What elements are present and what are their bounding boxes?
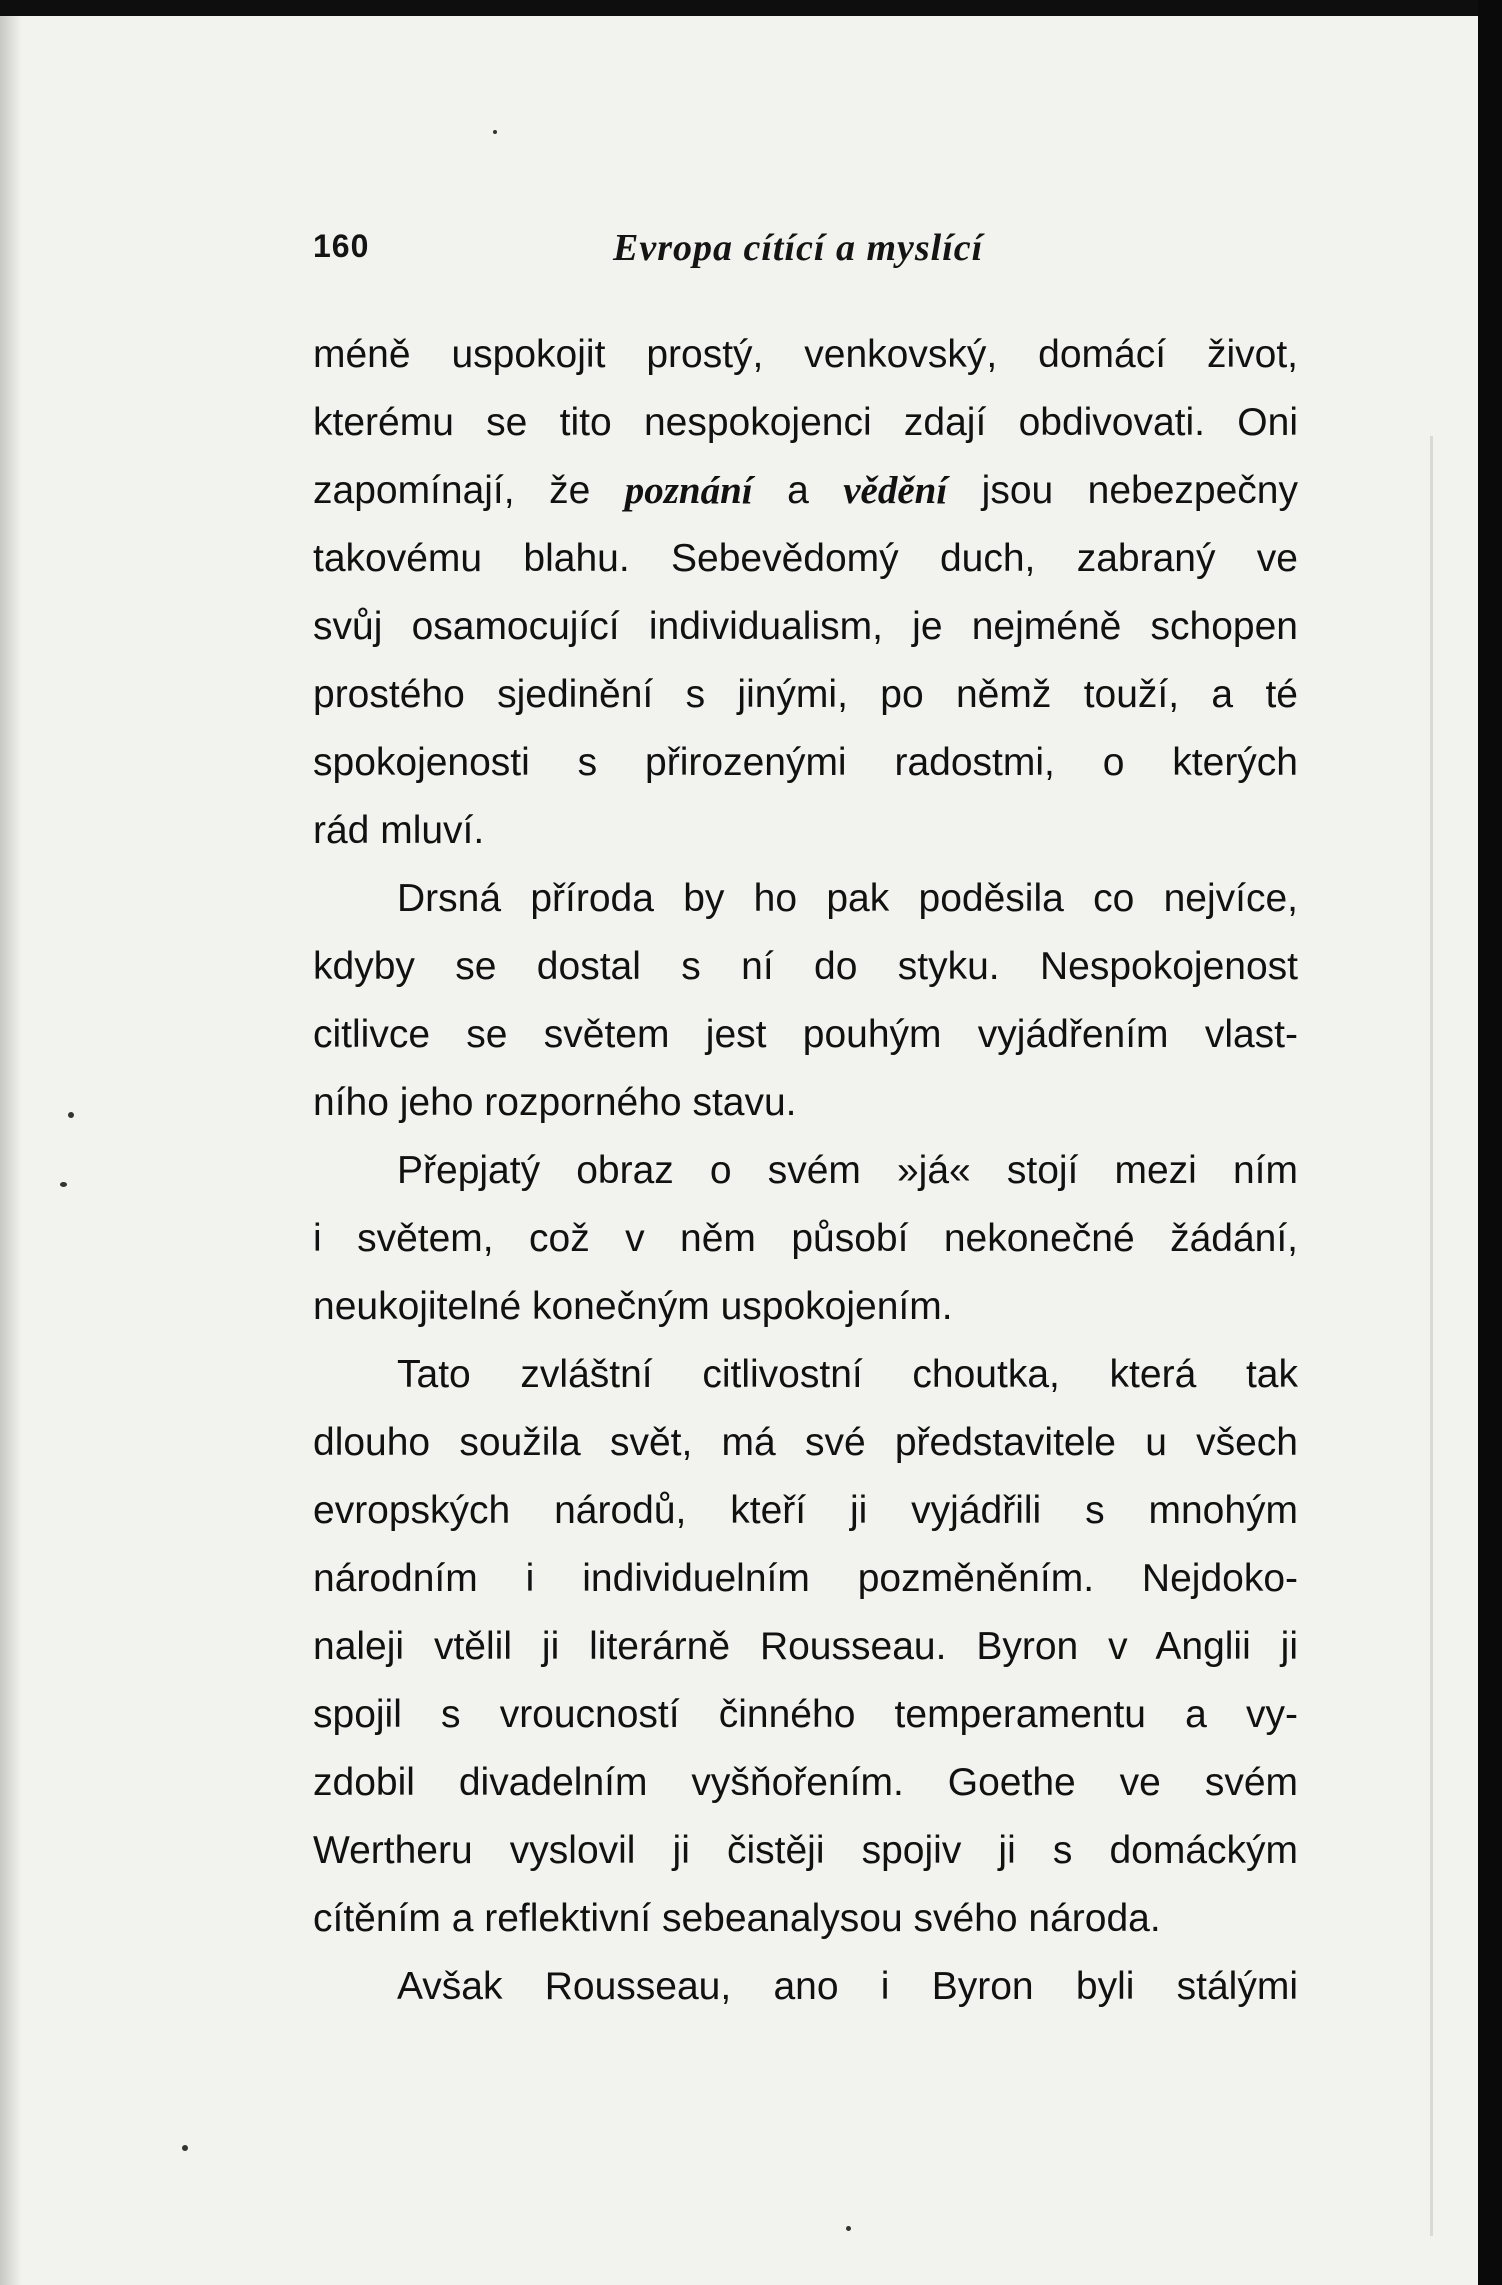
paragraph-start-line: Tato zvláštní citlivostní choutka, která tak <box>397 1353 1298 1396</box>
body-text <box>313 322 1298 2022</box>
paragraph-end-line: neukojitelné konečným uspokojením. <box>313 1285 953 1328</box>
text-line: prostého sjedinění s jinými, po němž touží, a té <box>313 673 1298 716</box>
paragraph-start-line: Avšak Rousseau, ano i Byron byli stálými <box>397 1965 1298 2008</box>
text-line: i světem, což v něm působí nekonečné žádání, <box>313 1217 1298 1260</box>
text-line: naleji vtělil ji literárně Rousseau. Byron v Anglii ji <box>313 1625 1298 1668</box>
scan-border-right <box>1478 0 1502 2285</box>
text-segment: a <box>752 469 844 512</box>
text-line: spokojenosti s přirozenými radostmi, o kterých <box>313 741 1298 784</box>
paragraph-start-line: Přepjatý obraz o svém »já« stojí mezi ním <box>397 1149 1298 1192</box>
text-line: zdobil divadelním vyšňořením. Goethe ve svém <box>313 1761 1298 1804</box>
text-line-emphasis <box>313 458 1298 526</box>
text-line: spojil s vroucností činného temperamentu a vy- <box>313 1693 1298 1736</box>
text-line: takovému blahu. Sebevědomý duch, zabraný ve <box>313 537 1298 580</box>
scan-speck <box>182 2145 188 2151</box>
scan-speck <box>60 1182 67 1187</box>
paragraph-end-line: cítěním a reflektivní sebeanalysou svého národa. <box>313 1897 1161 1940</box>
page-header <box>313 228 1298 288</box>
text-segment: jsou nebezpečny <box>947 469 1298 512</box>
text-line: citlivce se světem jest pouhým vyjádřením vlast- <box>313 1013 1298 1056</box>
text-line: evropských národů, kteří ji vyjádřili s mnohým <box>313 1489 1298 1532</box>
paragraph-start-line: Drsná příroda by ho pak poděsila co nejvíce, <box>397 877 1298 920</box>
text-line: kdyby se dostal s ní do styku. Nespokojenost <box>313 945 1298 988</box>
page-binding-shadow <box>0 16 22 2285</box>
text-line: dlouho soužila svět, má své představitele u všech <box>313 1421 1298 1464</box>
page-number: 160 <box>313 228 370 264</box>
emphasis-vedeni: vědění <box>843 469 948 512</box>
scan-speck <box>493 130 497 134</box>
scan-border-top <box>0 0 1502 16</box>
text-line: svůj osamocující individualism, je nejméně schopen <box>313 605 1298 648</box>
text-line: národním i individuelním pozměněním. Nejdoko- <box>313 1557 1298 1600</box>
emphasis-poznani: poznání <box>624 469 753 512</box>
scan-speck <box>846 2226 851 2231</box>
page-fold-line <box>1430 436 1433 2236</box>
text-line: kterému se tito nespokojenci zdají obdivovati. Oni <box>313 401 1298 444</box>
scan-speck <box>68 1112 74 1118</box>
paragraph-end-line: rád mluví. <box>313 809 485 852</box>
text-segment: zapomínají, že <box>313 469 625 512</box>
running-title: Evropa cítící a myslící <box>613 227 984 269</box>
text-line: méně uspokojit prostý, venkovský, domácí život, <box>313 333 1298 376</box>
text-line: Wertheru vyslovil ji čistěji spojiv ji s domáckým <box>313 1829 1298 1872</box>
paragraph-end-line: ního jeho rozporného stavu. <box>313 1081 797 1124</box>
